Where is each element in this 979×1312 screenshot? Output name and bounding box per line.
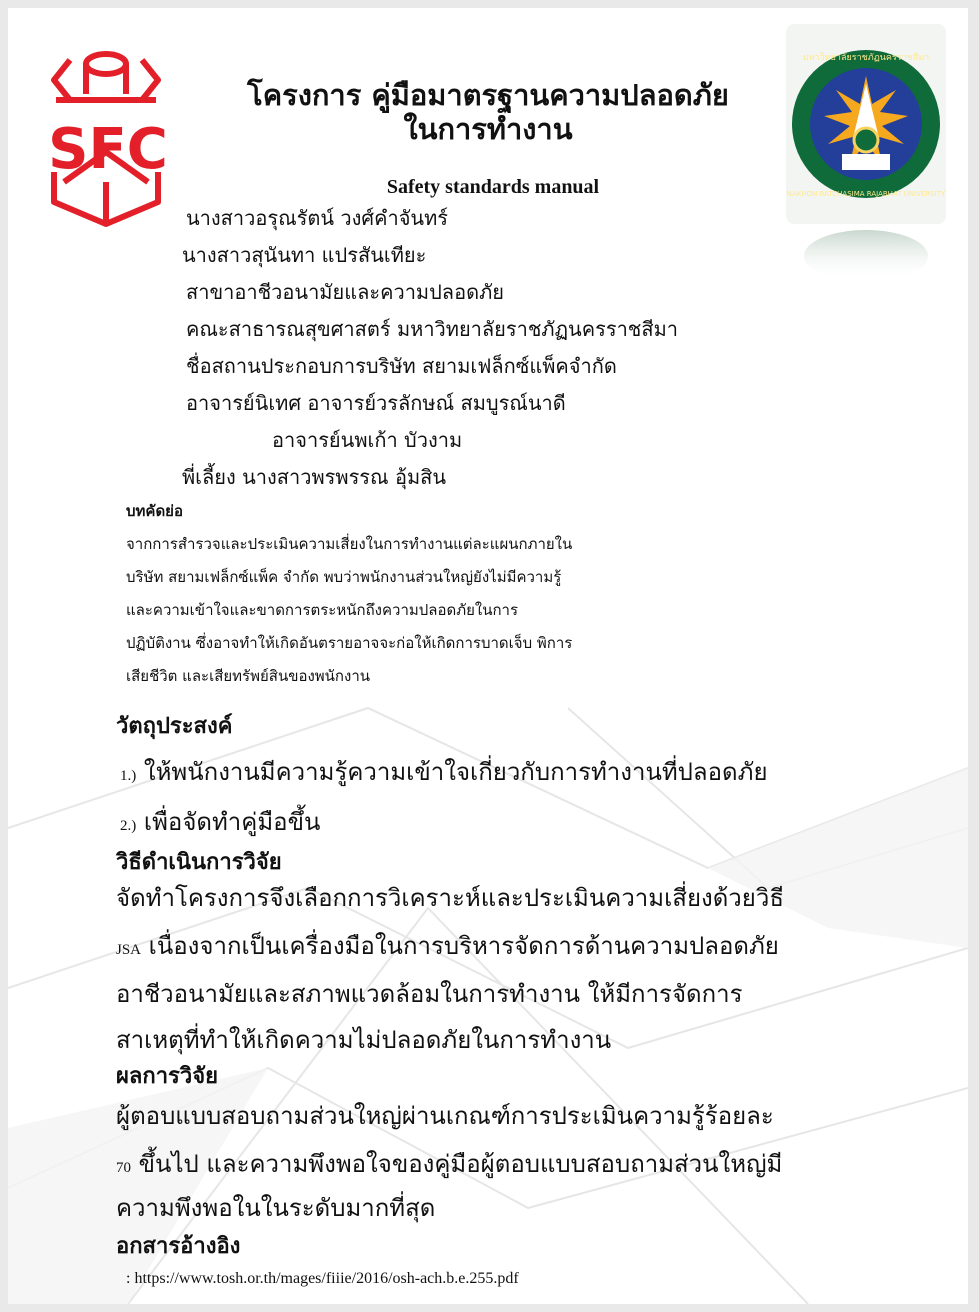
objective-item <box>120 752 768 791</box>
document-page <box>8 8 968 1304</box>
author-line: คณะสาธารณสุขศาสตร์ มหาวิทยาลัยราชภัฏนครราชสีมา <box>186 317 679 341</box>
objectives-heading: วัตถุประสงค์ <box>116 714 233 739</box>
references-heading: อกสารอ้างอิง <box>116 1234 241 1259</box>
author-line: อาจารย์นิเทศ อาจารย์วรลักษณ์ สมบูรณ์นาดี <box>186 391 566 415</box>
methods-line: อาชีวอนามัยและสภาพแวดล้อมในการทำงาน ให้มีการจัดการ <box>116 980 743 1008</box>
methods-line-text: เนื่องจากเป็นเครื่องมือในการบริหารจัดการด้านความปลอดภัย <box>148 932 779 960</box>
reference-link: : https://www.tosh.or.th/mages/fiiie/2016/osh-ach.b.e.255.pdf <box>126 1270 519 1287</box>
abstract-line: เสียชีวิต และเสียทรัพย์สินของพนักงาน <box>126 667 371 685</box>
objective-item <box>120 802 320 841</box>
objective-text: เพื่อจัดทำคู่มือขึ้น <box>143 808 321 836</box>
svg-text:มหาวิทยาลัยราชภัฏนครราชสีมา: มหาวิทยาลัยราชภัฏนครราชสีมา <box>802 53 930 63</box>
abstract-line: ปฏิบัติงาน ซึ่งอาจทำให้เกิดอันตรายอาจจะก่อให้เกิดการบาดเจ็บ พิการ <box>126 634 573 652</box>
subtitle: Safety standards manual <box>386 176 600 198</box>
title-line-1: โครงการ คู่มือมาตรฐานความปลอดภัย <box>247 78 729 112</box>
abstract-line: และความเข้าใจและขาดการตระหนักถึงความปลอดภัยในการ <box>126 601 519 619</box>
author-line: พี่เลี้ยง นางสาวพรพรรณ อุ้มสิน <box>182 465 447 489</box>
author-line: นางสาวอรุณรัตน์ วงศ์คำจันทร์ <box>186 206 449 230</box>
sfc-logo <box>34 42 184 232</box>
methods-jsa: JSA <box>116 942 142 958</box>
objective-number: 2.) <box>120 818 137 834</box>
author-line: สาขาอาชีวอนามัยและความปลอดภัย <box>186 280 504 304</box>
svg-text:NAKHON RATCHASIMA RAJABHAT UNI: NAKHON RATCHASIMA RAJABHAT UNIVERSITY <box>786 190 946 198</box>
results-line-text: ขึ้นไป และความพึงพอใจของคู่มือผู้ตอบแบบสอบถามส่วนใหญ่มี <box>138 1150 783 1178</box>
author-line: อาจารย์นพเก้า บัวงาม <box>272 428 463 452</box>
results-line: ผู้ตอบแบบสอบถามส่วนใหญ่ผ่านเกณฑ์การประเมินความรู้ร้อยละ <box>116 1102 774 1130</box>
author-line: ชื่อสถานประกอบการบริษัท สยามเฟล็กซ์แพ็คจำกัด <box>186 354 617 378</box>
results-line <box>116 1144 782 1183</box>
university-seal-logo <box>786 24 946 284</box>
author-line: นางสาวสุนันทา แปรสันเทียะ <box>182 243 427 267</box>
objective-number: 1.) <box>120 768 137 784</box>
objective-text: ให้พนักงานมีความรู้ความเข้าใจเกี่ยวกับการทำงานที่ปลอดภัย <box>143 758 768 786</box>
methods-heading: วิธีดำเนินการวิจัย <box>116 850 282 875</box>
page-title <box>208 78 768 146</box>
abstract-line: บริษัท สยามเฟล็กซ์แพ็ค จำกัด พบว่าพนักงานส่วนใหญ่ยังไม่มีความรู้ <box>126 568 562 586</box>
methods-line: จัดทำโครงการจึงเลือกการวิเคราะห์และประเมินความเสี่ยงด้วยวิธี <box>116 884 784 912</box>
title-line-2: ในการทำงาน <box>403 112 573 146</box>
sfc-logo-text: SFC <box>48 117 168 182</box>
results-percent: 70 <box>116 1160 131 1176</box>
results-heading: ผลการวิจัย <box>116 1064 218 1089</box>
methods-line <box>116 926 779 965</box>
results-line: ความพึงพอในในระดับมากที่สุด <box>116 1194 436 1222</box>
abstract-line: จากการสำรวจและประเมินความเสี่ยงในการทำงานแต่ละแผนกภายใน <box>126 535 573 553</box>
abstract-heading: บทคัดย่อ <box>126 502 183 520</box>
methods-line: สาเหตุที่ทำให้เกิดความไม่ปลอดภัยในการทำงาน <box>116 1026 612 1054</box>
